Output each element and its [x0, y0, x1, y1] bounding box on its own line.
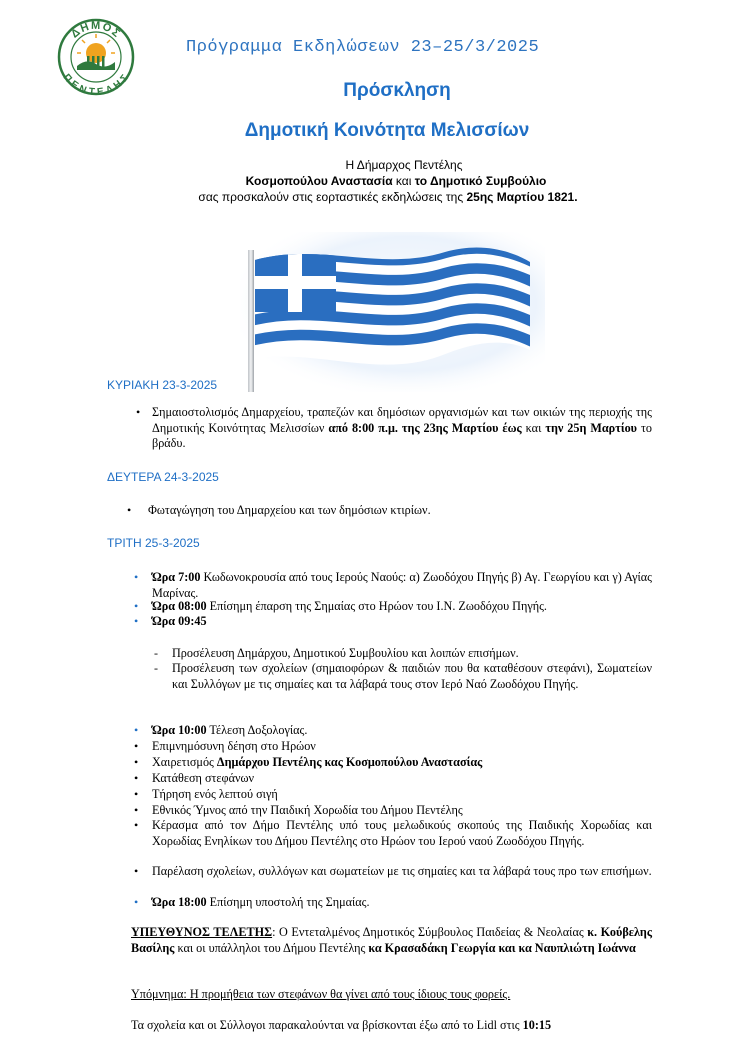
- invitation-heading: Πρόσκληση: [343, 80, 451, 101]
- monday-item: Φωταγώγηση του Δημαρχείου και των δημόσιων κτιρίων.: [148, 503, 431, 517]
- dash-icon: -: [154, 661, 158, 675]
- tuesday-item-1000: Ώρα 10:00 Τέλεση Δοξολογίας.: [152, 723, 308, 737]
- intro-line-2: Κοσμοπούλου Αναστασία και το Δημοτικό Συμβούλιο: [245, 174, 547, 188]
- logo-text-top: ΔΗΜΟΣ: [68, 19, 124, 41]
- document-title: Πρόγραμμα Εκδηλώσεων 23–25/3/2025: [186, 38, 540, 57]
- tuesday-item-0700: Ώρα 7:00 Κωδωνοκρουσία από τους Ιερούς Ναούς: α) Ζωοδόχου Πηγής β) Αγ. Γεωργίου και γ) Αγίας Μαρίνας.: [152, 570, 652, 600]
- footnote: Υπόμνημα: Η προμήθεια των στεφάνων θα γίνει από τους ίδιους τους φορείς.: [131, 987, 511, 1001]
- wreath-laying: Κατάθεση στεφάνων: [152, 771, 255, 785]
- bullet-icon: •: [134, 771, 139, 785]
- minute-silence: Τήρηση ενός λεπτού σιγή: [152, 787, 278, 801]
- tuesday-heading: ΤΡΙΤΗ 25-3-2025: [107, 536, 200, 550]
- monday-heading: ΔΕΥΤΕΡΑ 24-3-2025: [107, 470, 219, 484]
- bullet-icon: •: [134, 864, 139, 878]
- bullet-icon: •: [136, 405, 141, 419]
- parade: Παρέλαση σχολείων, συλλόγων και σωματείων με τις σημαίες και τα λάβαρά τους προ των επισήμων.: [152, 864, 652, 878]
- refreshments: Κέρασμα από τον Δήμο Πεντέλης υπό τους μελωδικούς σκοπούς της Παιδικής Χορωδίας και Χορωδίας Ενηλίκων του Δήμου Πεντέλης στο Ηρώον του Ιερού ναού Ζωοδόχου Πηγής.: [152, 818, 652, 848]
- dash-icon: -: [154, 646, 158, 660]
- svg-text:ΔΗΜΟΣ: [69, 20, 123, 41]
- intro-line-3: σας προσκαλούν στις εορταστικές εκδηλώσεις της 25ης Μαρτίου 1821.: [198, 190, 578, 204]
- bullet-icon: •: [134, 599, 139, 613]
- tuesday-item-0945: Ώρα 09:45: [152, 614, 207, 628]
- sunday-item: Σημαιοστολισμός Δημαρχείου, τραπεζών και δημόσιων οργανισμών και των οικιών της περιοχής της Δημοτικής Κοινότητας Μελισσίων από 8:00 π.μ. της 23ης Μαρτίου έως και την 25η Μαρτίου το βράδυ.: [152, 405, 652, 450]
- tuesday-item-1800: Ώρα 18:00 Επίσημη υποστολή της Σημαίας.: [152, 895, 370, 909]
- bullet-icon: •: [134, 895, 139, 909]
- tuesday-item-0800: Ώρα 08:00 Επίσημη έπαρση της Σημαίας στο Ηρώον του Ι.Ν. Ζωοδόχου Πηγής.: [152, 599, 547, 613]
- community-heading: Δημοτική Κοινότητα Μελισσίων: [244, 120, 530, 141]
- sunday-heading: ΚΥΡΙΑΚΗ 23-3-2025: [107, 378, 218, 392]
- logo-text-bottom: ΠΕΝΤΕΛΗΣ: [60, 72, 132, 96]
- national-anthem: Εθνικός Ύμνος από την Παιδική Χορωδία του Δήμου Πεντέλης: [152, 803, 463, 817]
- memorial-service: Επιμνημόσυνη δέηση στο Ηρώον: [152, 739, 316, 753]
- bullet-icon: •: [134, 570, 139, 584]
- bullet-icon: •: [134, 818, 139, 832]
- arrival-officials: Προσέλευση Δημάρχου, Δημοτικού Συμβουλίου και λοιπών επισήμων.: [172, 646, 519, 660]
- bullet-icon: •: [134, 739, 139, 753]
- bullet-icon: •: [134, 723, 139, 737]
- bullet-icon: •: [134, 787, 139, 801]
- bullet-icon: •: [134, 755, 139, 769]
- greek-flag-image: [240, 232, 545, 392]
- bullet-icon: •: [127, 503, 132, 517]
- mayor-greeting: Χαιρετισμός Δημάρχου Πεντέλης κας Κοσμοπούλου Αναστασίας: [152, 755, 483, 769]
- schools-meeting-note: Τα σχολεία και οι Σύλλογοι παρακαλούνται να βρίσκονται έξω από το Lidl στις 10:15: [131, 1018, 552, 1032]
- bullet-icon: •: [134, 614, 139, 628]
- intro-line-1: Η Δήμαρχος Πεντέλης: [345, 158, 463, 172]
- ceremony-responsible: ΥΠΕΥΘΥΝΟΣ ΤΕΛΕΤΗΣ: Ο Εντεταλμένος Δημοτικός Σύμβουλος Παιδείας & Νεολαίας κ. Κούβελης Βασίλης και οι υπάλληλοι του Δήμου Πεντέλης κα Κρασαδάκη Γεωργία και κα Ναυπλιώτη Ιωάννα: [131, 925, 652, 955]
- bullet-icon: •: [134, 803, 139, 817]
- arrival-schools: Προσέλευση των σχολείων (σημαιοφόρων & παιδιών που θα καταθέσουν στεφάνι), Σωματείων και Συλλόγων με τις σημαίες και τα λάβαρά τους στον Ιερό Ναό Ζωοδόχου Πηγής.: [172, 661, 652, 691]
